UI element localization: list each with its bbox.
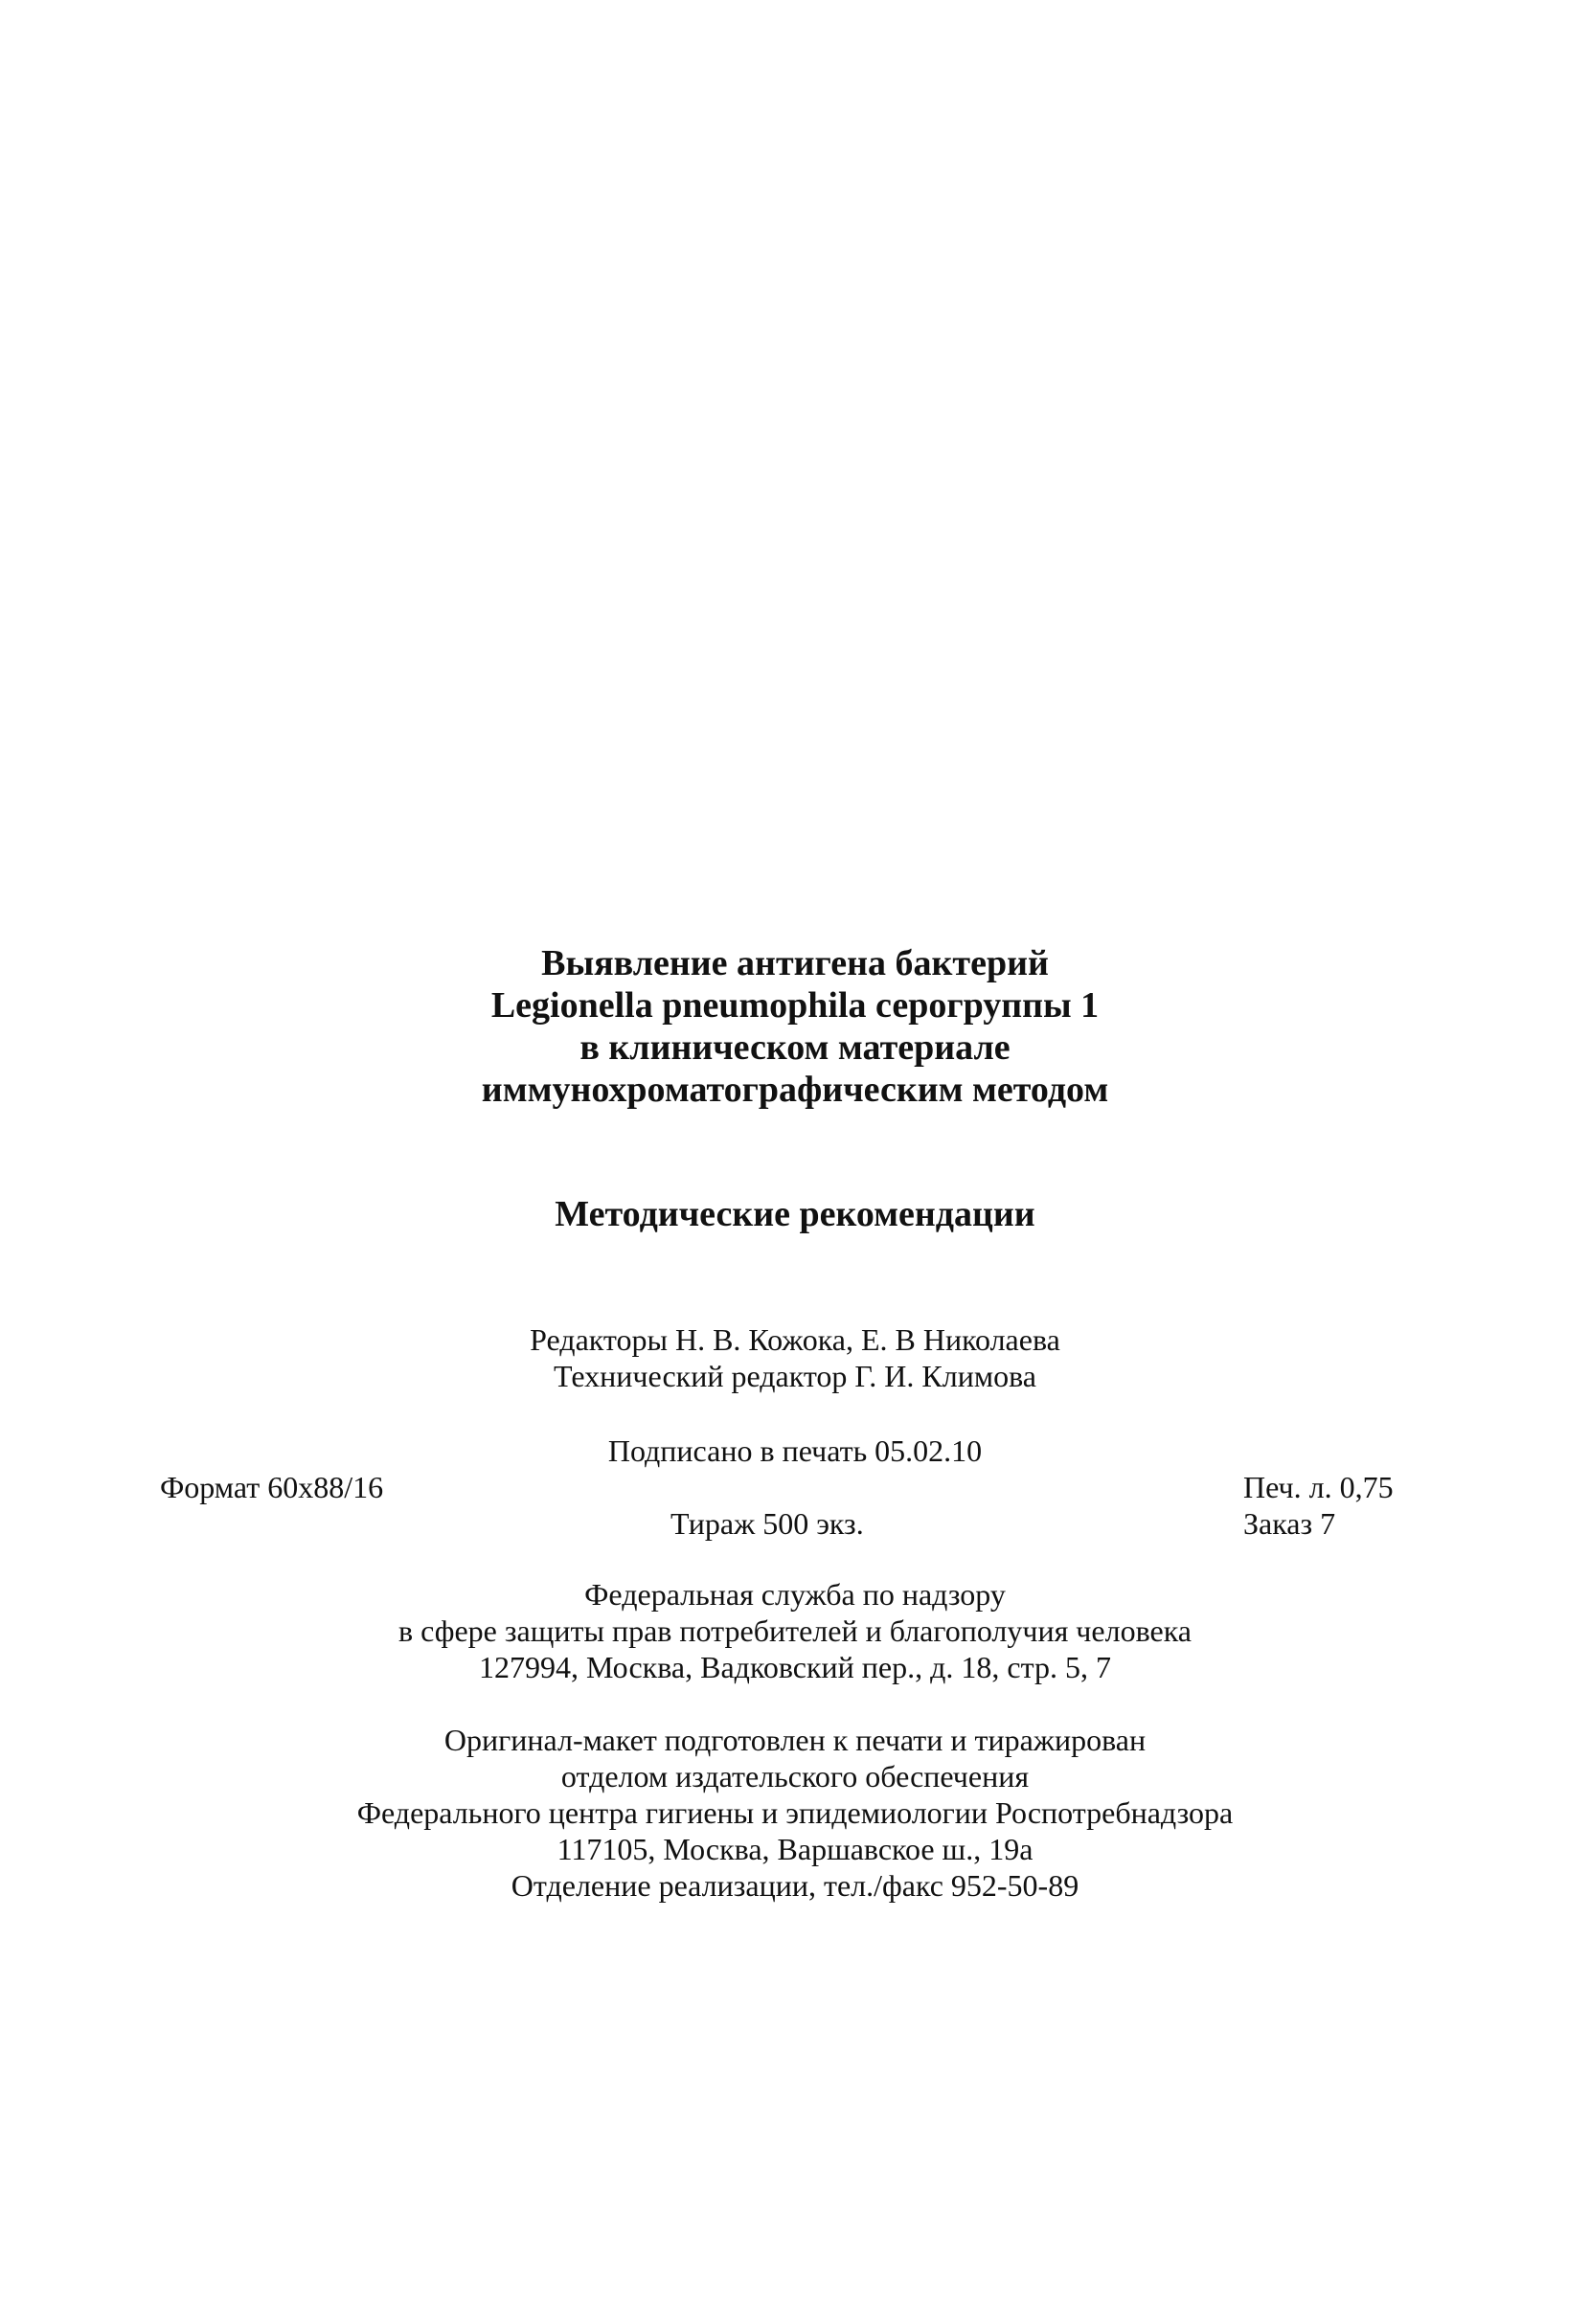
title-line: Выявление антигена бактерий: [541, 943, 1049, 983]
format-info: Формат 60x88/16: [160, 1470, 384, 1504]
print-run-info: Тираж 500 экз.: [670, 1506, 864, 1541]
editors-block: [0, 1321, 1590, 1394]
publisher-line: в сфере защиты прав потребителей и благополучия человека: [398, 1613, 1192, 1648]
title-line: в клиническом материале: [579, 1027, 1011, 1068]
title-line: Legionella pneumophila серогруппы 1: [490, 985, 1100, 1026]
print-sheets-info: Печ. л. 0,75: [1243, 1470, 1394, 1504]
producer-line: отделом издательского обеспечения: [560, 1759, 1030, 1794]
producer-address: 117105, Москва, Варшавское ш., 19а: [556, 1832, 1034, 1866]
producer-line: Оригинал-макет подготовлен к печати и тиражирован: [443, 1723, 1147, 1757]
producer-line: Федерального центра гигиены и эпидемиологии Роспотребнадзора: [356, 1795, 1234, 1830]
document-title: [0, 942, 1590, 1111]
sales-contact: Отделение реализации, тел./факс 952-50-89: [511, 1868, 1079, 1903]
document-subtitle: Методические рекомендации: [555, 1194, 1035, 1234]
publisher-line: Федеральная служба по надзору: [584, 1577, 1006, 1612]
producer-block: [0, 1722, 1590, 1904]
signed-to-print: Подписано в печать 05.02.10: [607, 1433, 983, 1468]
editors-line: Редакторы Н. В. Кожока, Е. В Николаева: [530, 1322, 1060, 1357]
order-number-info: Заказ 7: [1243, 1506, 1336, 1541]
publisher-address: 127994, Москва, Вадковский пер., д. 18, стр. 5, 7: [479, 1650, 1111, 1684]
title-line: иммунохроматографическим методом: [481, 1070, 1109, 1110]
tech-editor-line: Технический редактор Г. И. Климова: [554, 1359, 1036, 1393]
publisher-block: [0, 1576, 1590, 1685]
